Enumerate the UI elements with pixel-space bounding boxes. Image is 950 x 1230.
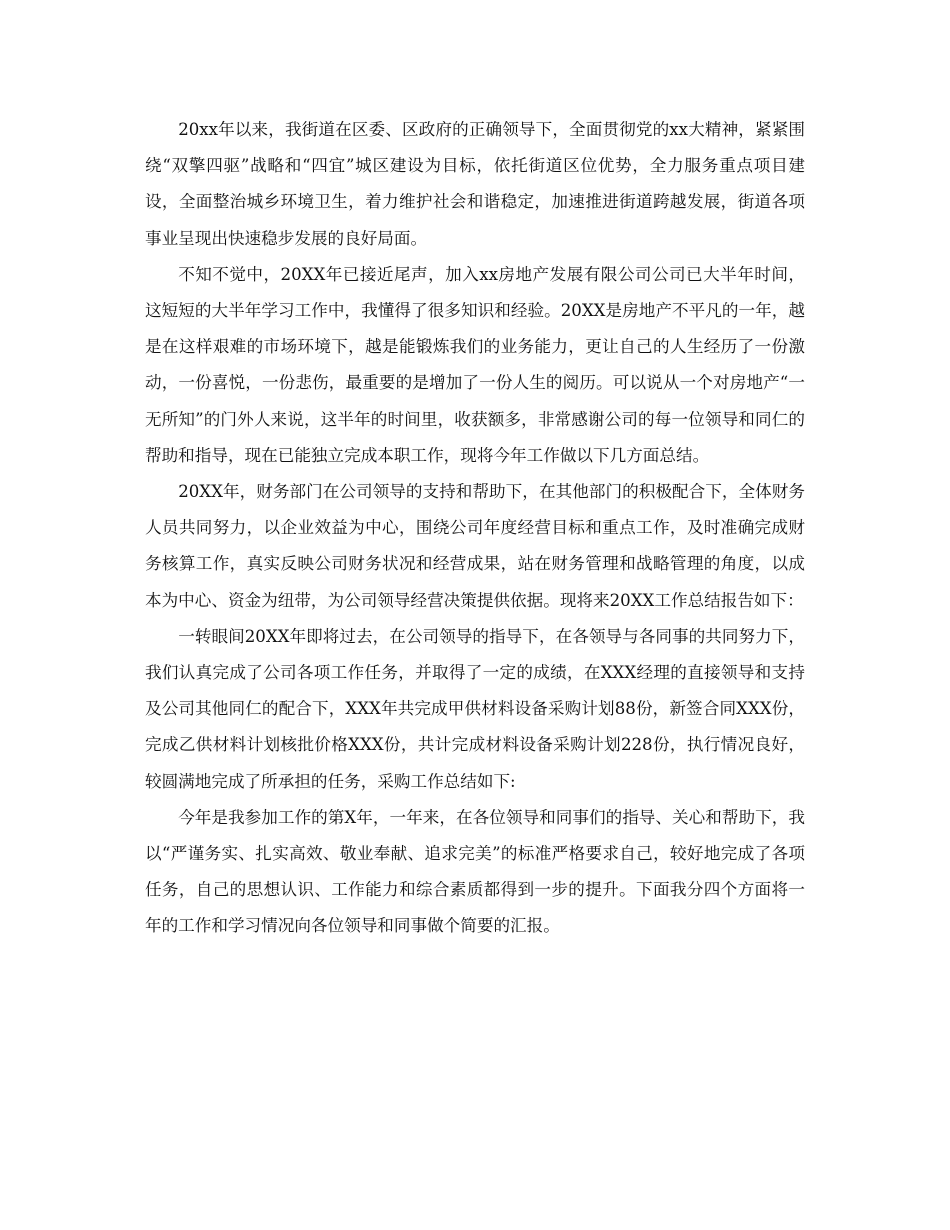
paragraph-2: 不知不觉中，20XX年已接近尾声，加入xx房地产发展有限公司公司已大半年时间，这短短的大半年学习工作中，我懂得了很多知识和经验。20XX是房地产不平凡的一年，越是在这样艰难的市场环境下，越是能锻炼我们的业务能力，更让自己的人生经历了一份激动，一份喜悦，一份悲伤，最重要的是增加了一份人生的阅历。可以说从一个对房地产“一无所知”的门外人来说，这半年的时间里，收获额多，非常感谢公司的每一位领导和同仁的帮助和指导，现在已能独立完成本职工作，现将今年工作做以下几方面总结。 (145, 264, 805, 465)
paragraph-3: 20XX年，财务部门在公司领导的支持和帮助下，在其他部门的积极配合下，全体财务人员共同努力，以企业效益为中心，围绕公司年度经营目标和重点工作，及时准确完成财务核算工作，真实反映公司财务状况和经营成果，站在财务管理和战略管理的角度，以成本为中心、资金为纽带，为公司领导经营决策提供依据。现将来20XX工作总结报告如下： (145, 482, 805, 610)
paragraph-1: 20xx年以来，我街道在区委、区政府的正确领导下，全面贯彻党的xx大精神，紧紧围绕“双擎四驱”战略和“四宜”城区建设为目标，依托街道区位优势，全力服务重点项目建设，全面整治城乡环境卫生，着力维护社会和谐稳定，加速推进街道跨越发展，街道各项事业呈现出快速稳步发展的良好局面。 (145, 120, 805, 248)
paragraph-4: 一转眼间20XX年即将过去，在公司领导的指导下，在各领导与各同事的共同努力下，我们认真完成了公司各项工作任务，并取得了一定的成绩，在XXX经理的直接领导和支持及公司其他同仁的配合下，XXX年共完成甲供材料设备采购计划88份，新签合同XXX份，完成乙供材料计划核批价格XXX份，共计完成材料设备采购计划228份，执行情况良好，较圆满地完成了所承担的任务，采购工作总结如下: (145, 626, 805, 791)
document-body (145, 112, 805, 945)
paragraph-5: 今年是我参加工作的第X年，一年来，在各位领导和同事们的指导、关心和帮助下，我以“严谨务实、扎实高效、敬业奉献、追求完美”的标准严格要求自己，较好地完成了各项任务，自己的思想认识、工作能力和综合素质都得到一步的提升。下面我分四个方面将一年的工作和学习情况向各位领导和同事做个简要的汇报。 (145, 807, 805, 936)
